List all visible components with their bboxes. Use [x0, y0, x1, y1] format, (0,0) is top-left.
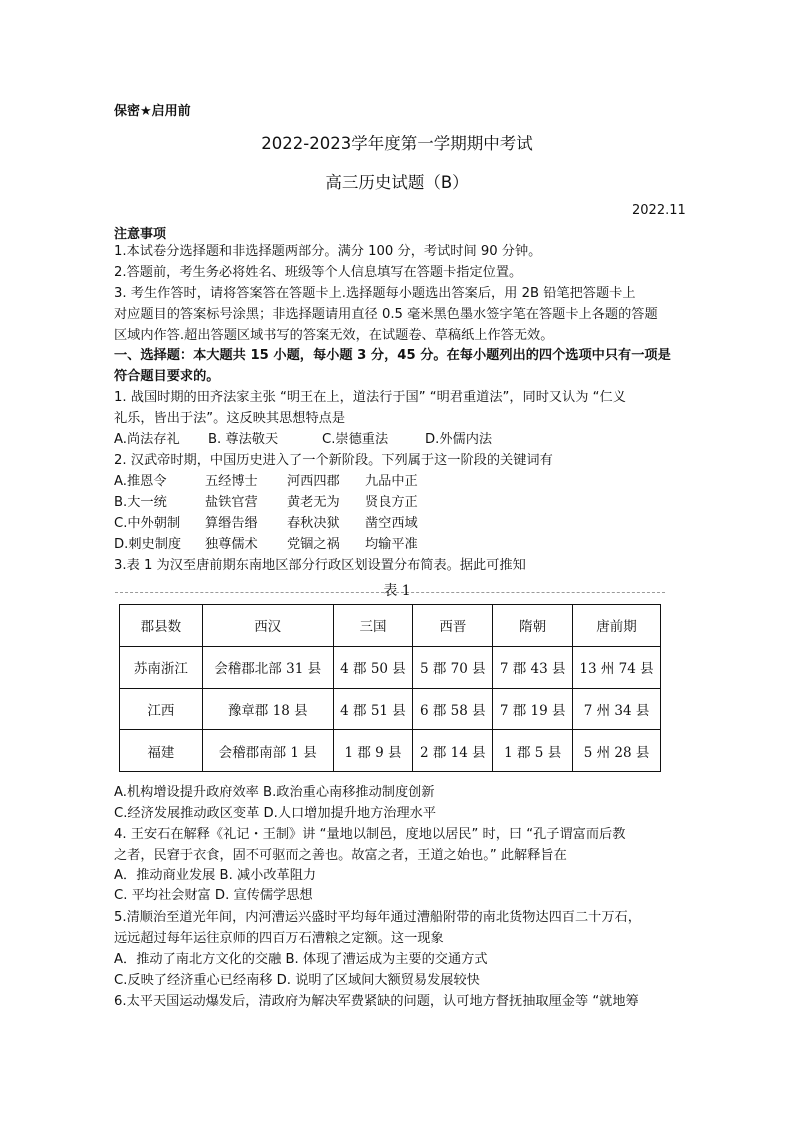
exam-title: 2022-2023学年度第一学期期中考试: [261, 134, 533, 153]
table-cell: 4 郡 50 县: [333, 646, 413, 688]
question-2-option-a-term: A.推恩令: [114, 474, 167, 489]
table-cell: 7 郡 43 县: [493, 646, 573, 688]
notice-heading: 注意事项: [114, 227, 167, 242]
table-cell: 2 郡 14 县: [413, 730, 493, 772]
question-1-option-c: C.崇德重法: [322, 432, 389, 447]
question-1-option-d: D.外儒内法: [425, 432, 493, 447]
table-row: [120, 688, 661, 730]
table-header-cell: 三国: [333, 605, 413, 647]
district-table: [119, 604, 661, 772]
notice-item: 区域内作答.超出答题区域书写的答案无效，在试题卷、草稿纸上作答无效。: [114, 328, 554, 343]
table-cell: 1 郡 5 县: [493, 730, 573, 772]
table-cell: 5 郡 70 县: [413, 646, 493, 688]
table-cell: 5 州 28 县: [573, 730, 661, 772]
question-2-option-c-term: C.中外朝制: [114, 516, 181, 531]
table-header-cell: 西汉: [202, 605, 333, 647]
question-2-option-c-term: 春秋决狱: [287, 516, 340, 531]
question-2-option-c-term: 算缗告缗: [205, 516, 258, 531]
table-cell: 豫章郡 18 县: [202, 688, 333, 730]
paper-title: 高三历史试题（B）: [325, 173, 469, 192]
question-3-options: A.机构增设提升政府效率 B.政治重心南移推动制度创新: [114, 785, 435, 800]
table-cell: 会稽郡北部 31 县: [202, 646, 333, 688]
table-row: [120, 730, 661, 772]
table-cell: 6 郡 58 县: [413, 688, 493, 730]
question-2-option-b-term: 黄老无为: [287, 495, 340, 510]
table-header-cell: 隋朝: [493, 605, 573, 647]
table-cell: 福建: [120, 730, 203, 772]
notice-item: 1.本试卷分选择题和非选择题两部分。满分 100 分，考试时间 90 分钟。: [114, 244, 542, 259]
question-2-option-d-term: 均输平准: [365, 537, 418, 552]
question-4-stem: 4. 王安石在解释《礼记・王制》讲 “量地以制邑，度地以居民” 时，曰 “孔子谓富而后教: [114, 827, 626, 842]
table-cell: 7 郡 19 县: [493, 688, 573, 730]
question-4-options: C. 平均社会财富 D. 宣传儒学思想: [114, 888, 313, 903]
question-4-options: A．推动商业发展 B. 减小改革阻力: [114, 868, 317, 883]
table-cell: 7 州 34 县: [573, 688, 661, 730]
question-2-option-d-term: 独尊儒术: [205, 537, 258, 552]
notice-item: 3. 考生作答时，请将答案答在答题卡上.选择题每小题选出答案后，用 2B 铅笔把答题卡上: [114, 286, 636, 301]
table-cell: 4 郡 51 县: [333, 688, 413, 730]
question-1-stem: 礼乐，皆出于法”。这反映其思想特点是: [114, 411, 346, 426]
question-2-option-b-term: 盐铁官营: [205, 495, 258, 510]
table-header-row: [120, 605, 661, 647]
table-row: [120, 646, 661, 688]
table-header-cell: 西晋: [413, 605, 493, 647]
question-1-option-b: B. 尊法敬天: [208, 432, 279, 447]
question-2-option-b-term: B.大一统: [114, 495, 167, 510]
question-6-stem: 6.太平天国运动爆发后，清政府为解决军费紧缺的问题，认可地方督抚抽取厘金等 “就地筹: [114, 994, 639, 1009]
question-2-option-c-term: 凿空西域: [365, 516, 418, 531]
question-1-option-a: A.尚法存礼: [114, 432, 180, 447]
table-cell: 江西: [120, 688, 203, 730]
question-3-options: C.经济发展推动政区变革 D.人口增加提升地方治理水平: [114, 806, 437, 821]
question-5-stem: 远远超过每年运往京师的四百万石漕粮之定额。这一现象: [114, 931, 444, 946]
table-caption: 表 1: [383, 583, 411, 599]
question-3-stem: 3.表 1 为汉至唐前期东南地区部分行政区划设置分布简表。据此可推知: [114, 558, 526, 573]
question-2-option-b-term: 贤良方正: [365, 495, 418, 510]
question-5-stem: 5.清顺治至道光年间，内河漕运兴盛时平均每年通过漕船附带的南北货物达四百二十万石，: [114, 910, 641, 925]
question-2-stem: 2. 汉武帝时期，中国历史进入了一个新阶段。下列属于这一阶段的关键词有: [114, 453, 553, 468]
question-2-option-d-term: 党锢之祸: [287, 537, 340, 552]
question-2-option-a-term: 河西四郡: [287, 474, 340, 489]
question-5-options: C.反映了经济重心已经南移 D. 说明了区域间大额贸易发展较快: [114, 973, 480, 988]
question-2-option-d-term: D.刺史制度: [114, 537, 182, 552]
confidential-label: 保密★启用前: [114, 104, 191, 119]
notice-item: 对应题目的答案标号涂黑；非选择题请用直径 0.5 毫米黑色墨水签字笔在答题卡上各题的答题: [114, 307, 658, 322]
question-4-stem: 之者，民窘于衣食，固不可驱而之善也。故富之者，王道之始也。” 此解释旨在: [114, 848, 567, 863]
question-1-stem: 1. 战国时期的田齐法家主张 “明王在上，道法行于国” “明君重道法”，同时又认为 “仁义: [114, 390, 626, 405]
question-2-option-a-term: 九品中正: [365, 474, 418, 489]
table-cell: 13 州 74 县: [573, 646, 661, 688]
table-cell: 会稽郡南部 1 县: [202, 730, 333, 772]
section-heading: 符合题目要求的。: [114, 369, 220, 384]
table-header-cell: 郡县数: [120, 605, 203, 647]
notice-item: 2.答题前，考生务必将姓名、班级等个人信息填写在答题卡指定位置。: [114, 265, 523, 280]
table-cell: 苏南浙江: [120, 646, 203, 688]
question-2-option-a-term: 五经博士: [205, 474, 258, 489]
table-header-cell: 唐前期: [573, 605, 661, 647]
question-5-options: A．推动了南北方文化的交融 B. 体现了漕运成为主要的交通方式: [114, 952, 488, 967]
section-heading: 一、选择题：本大题共 15 小题，每小题 3 分，45 分。在每小题列出的四个选项中只有一项是: [114, 348, 671, 363]
exam-date: 2022.11: [632, 203, 686, 218]
table-cell: 1 郡 9 县: [333, 730, 413, 772]
